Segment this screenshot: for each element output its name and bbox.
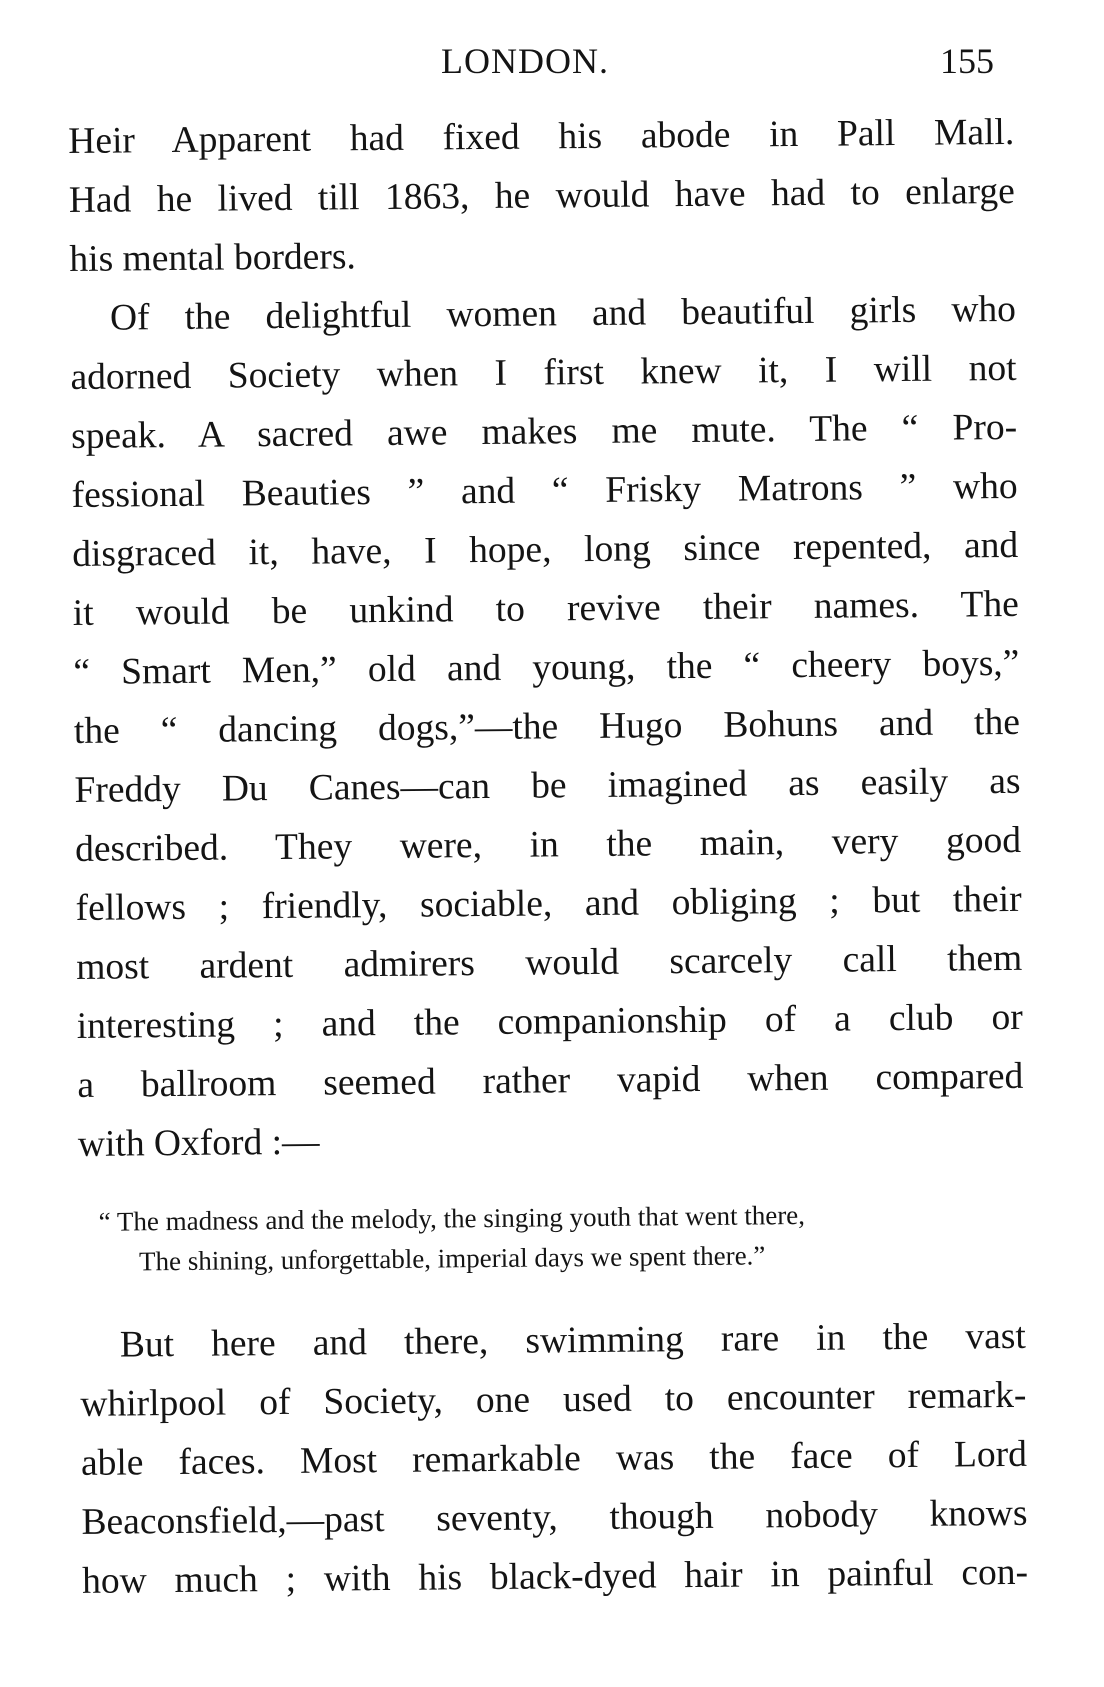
text-line: Heir Apparent had fixed his abode in Pall Mall. xyxy=(68,111,1015,162)
text-line: most ardent admirers would scarcely call them xyxy=(76,937,1023,988)
text-line: his mental borders. xyxy=(69,236,357,280)
text-line: Freddy Du Canes—can be imagined as easily as xyxy=(74,760,1021,811)
text-line: described. They were, in the main, very good xyxy=(74,819,1022,870)
running-title: LONDON. xyxy=(441,41,609,81)
text-line: able faces. Most remarkable was the face of Lord xyxy=(80,1433,1028,1484)
paragraph-2 xyxy=(70,280,1024,1174)
text-line: whirlpool of Society, one used to encounter remark- xyxy=(80,1374,1027,1425)
text-line: it would be unkind to revive their names. The xyxy=(72,583,1019,634)
body-text xyxy=(68,103,1028,1611)
paragraph-1 xyxy=(68,103,1016,289)
text-line: But here and there, swimming rare in the vast xyxy=(119,1315,1026,1366)
text-line: with Oxford :— xyxy=(77,1121,320,1165)
text-line: fellows ; friendly, sociable, and obliging ; but their xyxy=(75,878,1022,929)
text-line: speak. A sacred awe makes me mute. The “ Pro- xyxy=(70,406,1018,457)
text-line: Of the delightful women and beautiful girls who xyxy=(109,288,1017,339)
text-line: adorned Society when I first knew it, I will not xyxy=(70,347,1017,398)
quotation-line: “ The madness and the melody, the singing youth that went there, xyxy=(98,1199,806,1237)
text-line: “ Smart Men,” old and young, the “ cheery boys,” xyxy=(73,642,1020,693)
quotation-line: The shining, unforgettable, imperial days we spent there.” xyxy=(138,1240,766,1277)
page-number: 155 xyxy=(940,41,994,81)
running-head xyxy=(0,40,1104,90)
text-line: Beaconsfield,—past seventy, though nobody knows xyxy=(81,1492,1028,1543)
block-quotation xyxy=(78,1193,1025,1282)
text-line: disgraced it, have, I hope, long since repented, and xyxy=(72,524,1019,575)
text-line: a ballroom seemed rather vapid when compared xyxy=(77,1055,1024,1106)
text-line: fessional Beauties ” and “ Frisky Matrons ” who xyxy=(71,465,1018,516)
text-line: the “ dancing dogs,”—the Hugo Bohuns and the xyxy=(73,701,1021,752)
text-line: Had he lived till 1863, he would have had to enlarge xyxy=(68,170,1016,221)
paragraph-3 xyxy=(80,1307,1029,1611)
text-line: interesting ; and the companionship of a club or xyxy=(76,996,1023,1047)
text-line: how much ; with his black-dyed hair in painful con- xyxy=(81,1551,1029,1602)
